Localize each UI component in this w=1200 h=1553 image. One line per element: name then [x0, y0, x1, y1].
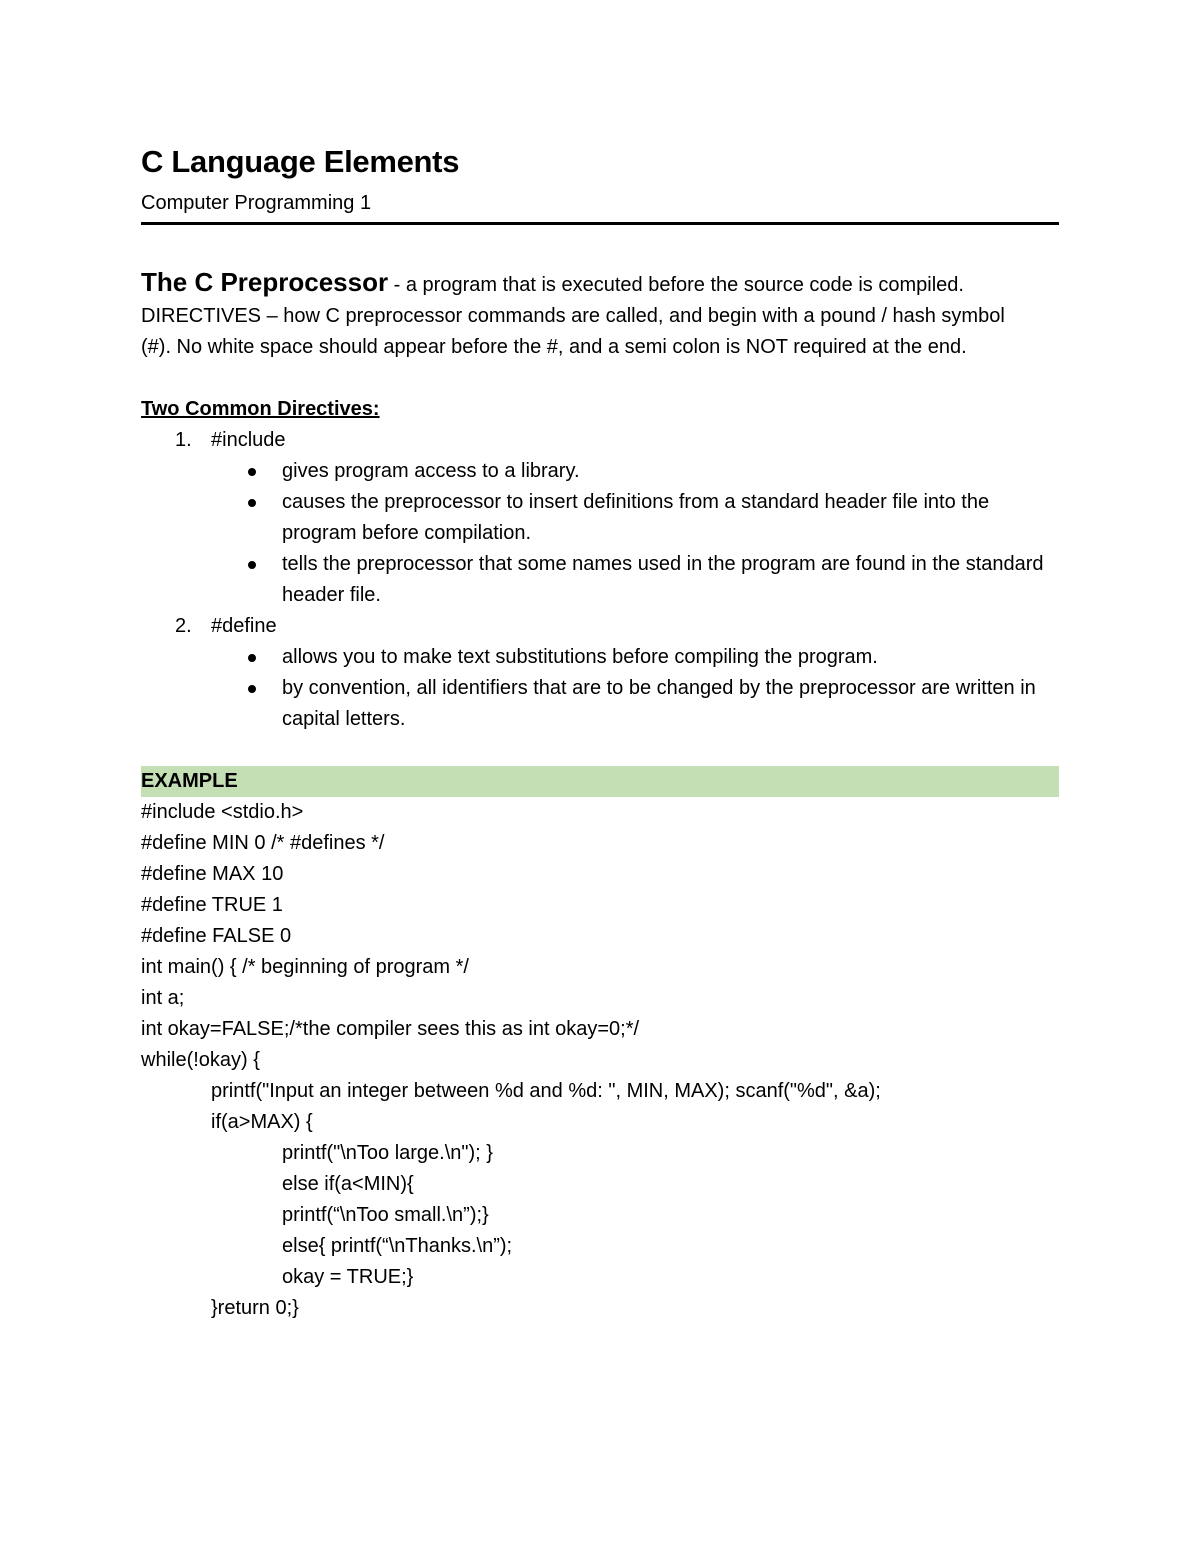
code-line: }return 0;}	[211, 1297, 299, 1319]
list-item: gives program access to a library.	[282, 456, 1059, 487]
bullet-list	[211, 456, 1059, 611]
list-item: tells the preprocessor that some names used in the program are found in the standard header file.	[282, 549, 1059, 611]
intro-paragraph	[141, 267, 1059, 363]
example-label: EXAMPLE	[141, 766, 1059, 797]
intro-line-3: (#). No white space should appear before the #, and a semi colon is NOT required at the end.	[141, 336, 967, 358]
code-line: else{ printf(“\nThanks.\n”);	[282, 1235, 513, 1257]
list-item: by convention, all identifiers that are to be changed by the preprocessor are written in capital letters.	[282, 673, 1059, 735]
document-subtitle: Computer Programming 1	[141, 188, 1059, 225]
directives-title: Two Common Directives:	[141, 398, 380, 420]
code-line: #define MAX 10	[141, 863, 284, 885]
list-number: 1.	[175, 429, 192, 451]
intro-line-1	[141, 267, 1059, 301]
intro-definition: - a program that is executed before the source code is compiled.	[388, 274, 964, 296]
directive-item-include	[175, 425, 1059, 611]
list-item: allows you to make text substitutions before compiling the program.	[282, 642, 1059, 673]
list-item: causes the preprocessor to insert definitions from a standard header file into the program before compilation.	[282, 487, 1059, 549]
document-title: C Language Elements	[141, 144, 460, 179]
section-heading-preprocessor: The C Preprocessor	[141, 267, 389, 297]
directive-item-define	[175, 611, 1059, 735]
bullet-list	[211, 642, 1059, 735]
code-line: else if(a<MIN){	[282, 1173, 414, 1195]
code-line: #define TRUE 1	[141, 894, 283, 916]
code-line: int okay=FALSE;/*the compiler sees this as int okay=0;*/	[141, 1018, 640, 1040]
directive-name: #include	[211, 429, 286, 451]
code-line: printf("Input an integer between %d and %d: ", MIN, MAX); scanf("%d", &a);	[211, 1080, 881, 1102]
code-line: #include <stdio.h>	[141, 801, 304, 823]
code-line: printf("\nToo large.\n"); }	[282, 1142, 493, 1164]
code-line: #define FALSE 0	[141, 925, 292, 947]
code-line: int main() { /* beginning of program */	[141, 956, 469, 978]
code-line: int a;	[141, 987, 185, 1009]
code-line: printf(“\nToo small.\n”);}	[282, 1204, 489, 1226]
directive-name: #define	[211, 615, 277, 637]
code-example	[141, 797, 1059, 1324]
code-line: if(a>MAX) {	[211, 1111, 313, 1133]
list-number: 2.	[175, 615, 192, 637]
document-page	[141, 140, 1059, 1324]
intro-line-2: DIRECTIVES – how C preprocessor commands are called, and begin with a pound / hash symbol	[141, 305, 1005, 327]
directives-list	[141, 425, 1059, 735]
code-line: #define MIN 0 /* #defines */	[141, 832, 385, 854]
code-line: okay = TRUE;}	[282, 1266, 414, 1288]
code-line: while(!okay) {	[141, 1049, 260, 1071]
